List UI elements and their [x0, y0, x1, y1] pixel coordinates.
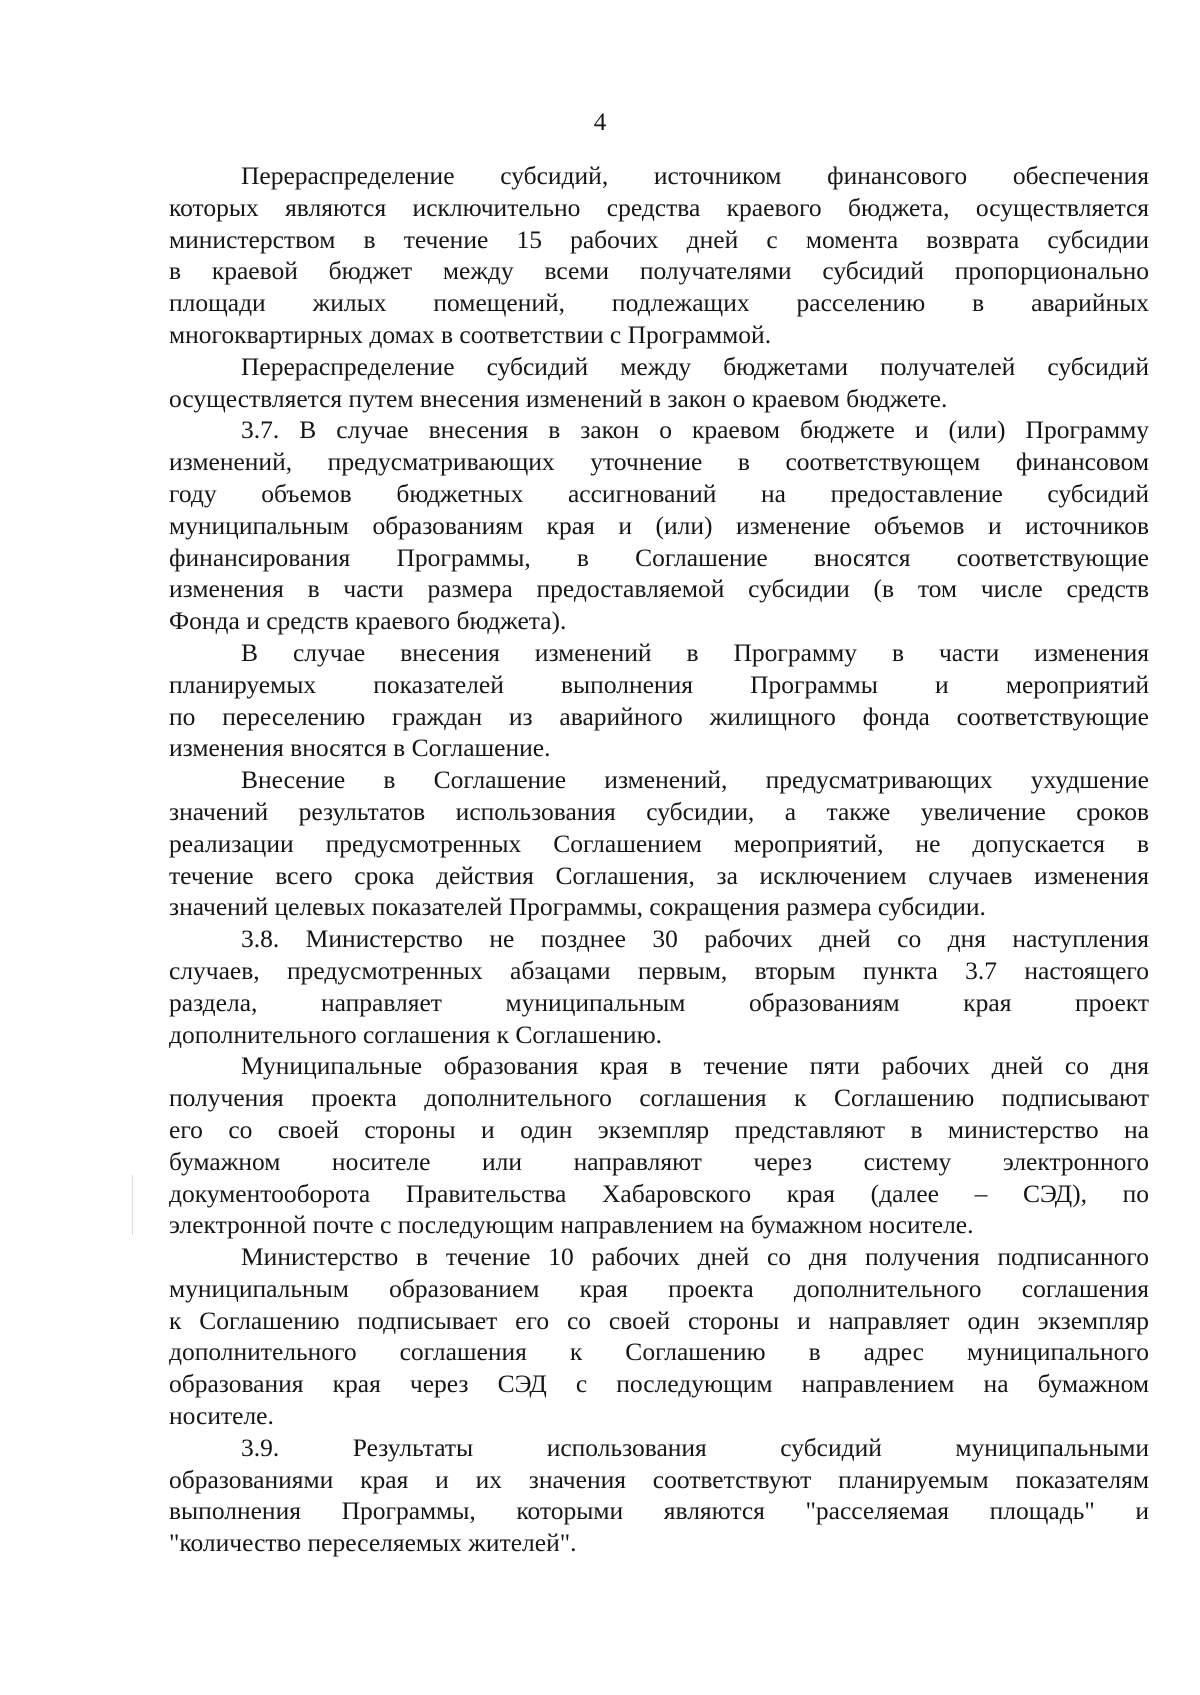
text-line: изменения вносятся в Соглашение.: [169, 733, 551, 763]
text-line: образования края через СЭД с последующим направлением на бумажном: [169, 1369, 1149, 1399]
text-line: изменения в части размера предоставляемой субсидии (в том числе средств: [169, 574, 1149, 604]
paragraph: [169, 923, 1149, 1050]
text-line: по переселению граждан из аварийного жилищного фонда соответствующие: [169, 701, 1149, 731]
text-line: В случае внесения изменений в Программу в части изменения: [241, 637, 1149, 667]
text-line: Перераспределение субсидий между бюджетами получателей субсидий: [241, 351, 1149, 381]
text-line: 3.8. Министерство не позднее 30 рабочих дней со дня наступления: [241, 924, 1149, 954]
text-line: значений результатов использования субсидии, а также увеличение сроков: [169, 796, 1149, 826]
text-line: к Соглашению подписывает его со своей стороны и направляет один экземпляр: [169, 1305, 1149, 1335]
text-line: 3.7. В случае внесения в закон о краевом бюджете и (или) Программу: [241, 415, 1149, 445]
text-line: Муниципальные образования края в течение пяти рабочих дней со дня: [241, 1051, 1149, 1081]
text-line: которых являются исключительно средства краевого бюджета, осуществляется: [169, 192, 1149, 222]
paragraph: [169, 1241, 1149, 1432]
text-line: году объемов бюджетных ассигнований на предоставление субсидий: [169, 478, 1149, 508]
paragraph: [169, 1050, 1149, 1241]
paragraph: [169, 160, 1149, 351]
paragraph: [169, 764, 1149, 923]
text-line: получения проекта дополнительного соглашения к Соглашению подписывают: [169, 1083, 1149, 1113]
text-line: электронной почте с последующим направлением на бумажном носителе.: [169, 1210, 974, 1240]
paragraph: [169, 637, 1149, 764]
text-line: изменений, предусматривающих уточнение в соответствующем финансовом: [169, 447, 1149, 477]
scan-margin-mark: [132, 1175, 133, 1235]
text-line: планируемых показателей выполнения Программы и мероприятий: [169, 669, 1149, 699]
text-line: раздела, направляет муниципальным образованиям края проект: [169, 987, 1149, 1017]
text-line: Внесение в Соглашение изменений, предусматривающих ухудшение: [241, 765, 1149, 795]
text-line: бумажном носителе или направляют через систему электронного: [169, 1146, 1149, 1176]
text-line: многоквартирных домах в соответствии с Программой.: [169, 319, 772, 349]
page-number: 4: [593, 109, 607, 136]
text-line: 3.9. Результаты использования субсидий муниципальными: [241, 1432, 1149, 1462]
text-line: финансирования Программы, в Соглашение вносятся соответствующие: [169, 542, 1149, 572]
text-line: случаев, предусмотренных абзацами первым, вторым пункта 3.7 настоящего: [169, 955, 1149, 985]
text-line: значений целевых показателей Программы, сокращения размера субсидии.: [169, 892, 986, 922]
paragraph: [169, 414, 1149, 637]
text-line: Министерство в течение 10 рабочих дней со дня получения подписанного: [241, 1242, 1149, 1272]
text-line: министерством в течение 15 рабочих дней с момента возврата субсидии: [169, 224, 1149, 254]
text-line: муниципальным образованиям края и (или) изменение объемов и источников: [169, 510, 1149, 540]
text-line: течение всего срока действия Соглашения, за исключением случаев изменения: [169, 860, 1149, 890]
text-line: документооборота Правительства Хабаровского края (далее – СЭД), по: [169, 1178, 1149, 1208]
paragraph: [169, 1432, 1149, 1559]
text-line: площади жилых помещений, подлежащих расселению в аварийных: [169, 288, 1149, 318]
text-line: осуществляется путем внесения изменений в закон о краевом бюджете.: [169, 383, 948, 413]
text-line: его со своей стороны и один экземпляр представляют в министерство на: [169, 1114, 1149, 1144]
text-line: образованиями края и их значения соответствуют планируемым показателям: [169, 1464, 1149, 1494]
text-line: в краевой бюджет между всеми получателями субсидий пропорционально: [169, 256, 1149, 286]
text-line: дополнительного соглашения к Соглашению в адрес муниципального: [169, 1337, 1149, 1367]
text-line: выполнения Программы, которыми являются "расселяемая площадь" и: [169, 1496, 1149, 1526]
text-line: Фонда и средств краевого бюджета).: [169, 606, 567, 636]
document-body: [169, 160, 1149, 1559]
text-line: носителе.: [169, 1401, 274, 1431]
paragraph: [169, 351, 1149, 415]
text-line: "количество переселяемых жителей".: [169, 1528, 577, 1558]
text-line: муниципальным образованием края проекта дополнительного соглашения: [169, 1273, 1149, 1303]
text-line: Перераспределение субсидий, источником финансового обеспечения: [241, 161, 1149, 190]
text-line: дополнительного соглашения к Соглашению.: [169, 1019, 662, 1049]
text-line: реализации предусмотренных Соглашением мероприятий, не допускается в: [169, 828, 1149, 858]
